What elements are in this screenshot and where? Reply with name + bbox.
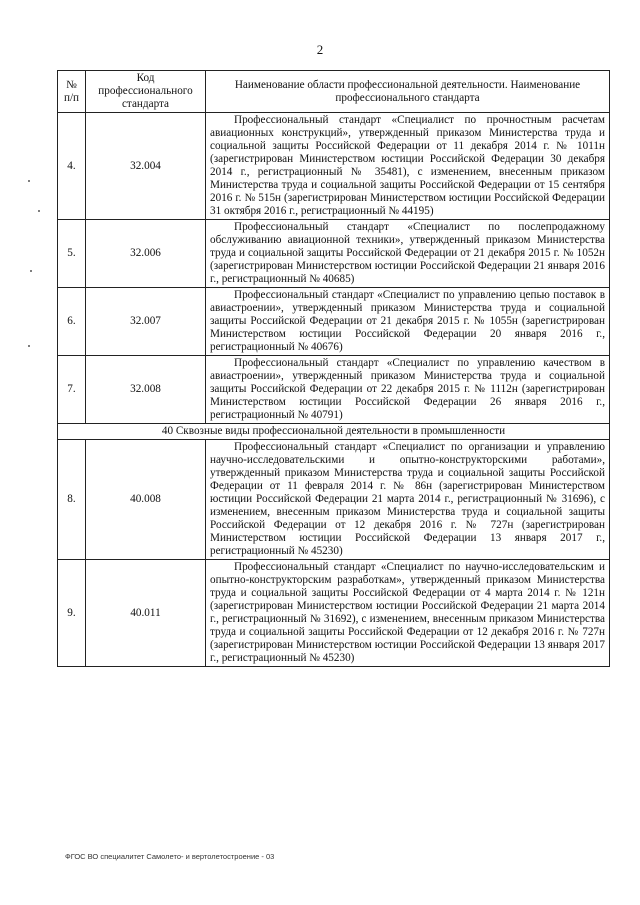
row-code: 32.006 [86, 220, 206, 288]
row-text: Профессиональный стандарт «Специалист по организации и управлению научно-исследовательскими и опытно-конструкторскими работами», утвержденный приказом Министерства труда и социальной защиты Российской Федерации от 11 февраля 2014 г. № 86н (зарегистрирован Министерством юстиции Российской Федерации 21 марта 2014 г., регистрационный № 31696), с изменением, внесенным приказом Министерства труда и социальной защиты Российской Федерации от 12 декабря 2016 г. № 727н (зарегистрирован Министерством юстиции Российской Федерации 13 января 2017 г., регистрационный № 45230) [206, 440, 610, 560]
header-name: Наименование области профессиональной деятельности. Наименование профессионального стандарта [206, 71, 610, 113]
table-row [58, 220, 610, 288]
table-header-row [58, 71, 610, 113]
professional-standards-table [57, 70, 610, 667]
row-text: Профессиональный стандарт «Специалист по научно-исследовательским и опытно-конструкторским разработкам», утвержденный приказом Министерства труда и социальной защиты Российской Федерации от 4 марта 2014 г. № 121н (зарегистрирован Министерством юстиции Российской Федерации 21 марта 2014 г., регистрационный № 31692), с изменением, внесенным приказом Министерства труда и социальной защиты Российской Федерации от 12 декабря 2016 г. № 727н (зарегистрирован Министерством юстиции Российской Федерации 13 января 2017 г., регистрационный № 45230) [206, 560, 610, 667]
scan-speck [30, 270, 32, 272]
row-num: 8. [58, 440, 86, 560]
table-row [58, 440, 610, 560]
row-text: Профессиональный стандарт «Специалист по управлению цепью поставок в авиастроении», утвержденный приказом Министерства труда и социальной защиты Российской Федерации от 21 декабря 2015 г. № 1055н (зарегистрирован Министерством юстиции Российской Федерации 20 января 2016 г., регистрационный № 40676) [206, 288, 610, 356]
row-code: 32.007 [86, 288, 206, 356]
row-num: 5. [58, 220, 86, 288]
row-num: 7. [58, 356, 86, 424]
header-num: № п/п [58, 71, 86, 113]
row-num: 6. [58, 288, 86, 356]
row-text: Профессиональный стандарт «Специалист по управлению качеством в авиастроении», утвержденный приказом Министерства труда и социальной защиты Российской Федерации от 22 декабря 2015 г. № 1112н (зарегистрирован Министерством юстиции Российской Федерации 26 января 2016 г., регистрационный № 40791) [206, 356, 610, 424]
section-heading: 40 Сквозные виды профессиональной деятельности в промышленности [58, 424, 610, 440]
row-code: 32.004 [86, 113, 206, 220]
table-row [58, 288, 610, 356]
header-code: Код профессионального стандарта [86, 71, 206, 113]
row-code: 40.011 [86, 560, 206, 667]
row-num: 4. [58, 113, 86, 220]
scan-speck [28, 345, 30, 347]
table-row [58, 113, 610, 220]
table-row [58, 356, 610, 424]
scan-speck [38, 210, 40, 212]
row-text: Профессиональный стандарт «Специалист по прочностным расчетам авиационных конструкций», утвержденный приказом Министерства труда и социальной защиты Российской Федерации от 11 декабря 2014 г. № 1011н (зарегистрирован Министерством юстиции Российской Федерации 30 декабря 2014 г., регистрационный № 35481), с изменением, внесенным приказом Министерства труда и социальной защиты Российской Федерации от 15 сентября 2016 г. № 515н (зарегистрирован Министерством юстиции Российской Федерации 31 октября 2016 г., регистрационный № 44195) [206, 113, 610, 220]
footer-text: ФГОС ВО специалитет Самолето- и вертолетостроение - 03 [65, 852, 275, 861]
scan-speck [28, 180, 30, 182]
row-num: 9. [58, 560, 86, 667]
page-number: 2 [316, 42, 324, 57]
row-text: Профессиональный стандарт «Специалист по послепродажному обслуживанию авиационной техники», утвержденный приказом Министерства труда и социальной защиты Российской Федерации от 21 декабря 2015 г. № 1052н (зарегистрирован Министерством юстиции Российской Федерации 21 января 2016 г., регистрационный № 40685) [206, 220, 610, 288]
section-heading-row [58, 424, 610, 440]
row-code: 32.008 [86, 356, 206, 424]
table-row [58, 560, 610, 667]
row-code: 40.008 [86, 440, 206, 560]
